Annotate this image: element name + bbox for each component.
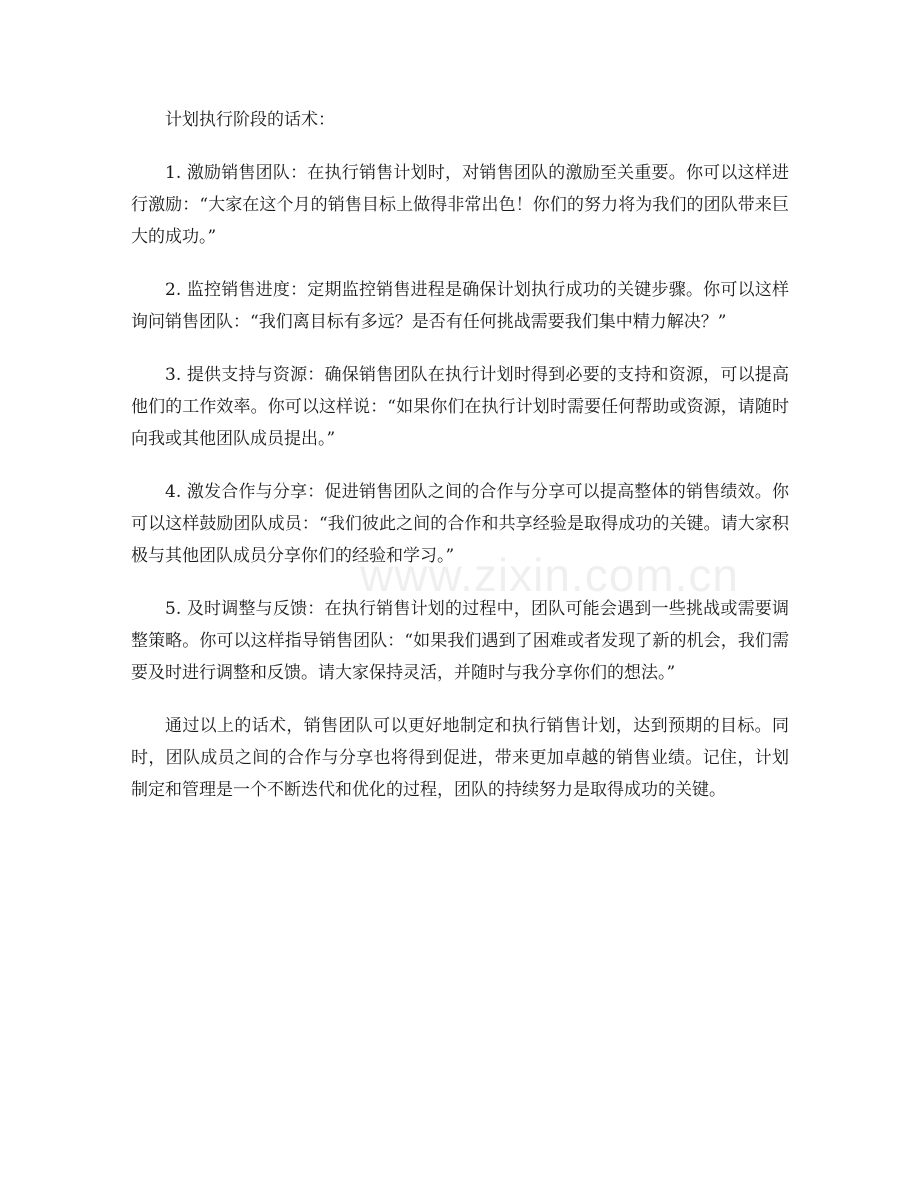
- paragraph-encourage-cooperation: 4. 激发合作与分享：促进销售团队之间的合作与分享可以提高整体的销售绩效。你可以这样鼓励团队成员：“我们彼此之间的合作和共享经验是取得成功的关键。请大家积极与其他团队成员分享你们的经验和学习。”: [131, 482, 789, 566]
- section-heading: 计划执行阶段的话术：: [165, 110, 335, 130]
- paragraph-adjust-feedback: 5. 及时调整与反馈：在执行销售计划的过程中，团队可能会遇到一些挑战或需要调整策略。你可以这样指导销售团队：“如果我们遇到了困难或者发现了新的机会，我们需要及时进行调整和反馈。请大家保持灵活，并随时与我分享你们的想法。”: [131, 599, 789, 683]
- watermark: www.zixin.com.cn: [360, 549, 739, 601]
- paragraph-conclusion: 通过以上的话术，销售团队可以更好地制定和执行销售计划，达到预期的目标。同时，团队成员之间的合作与分享也将得到促进，带来更加卓越的销售业绩。记住，计划制定和管理是一个不断迭代和优化的过程，团队的持续努力是取得成功的关键。: [131, 716, 789, 800]
- paragraph-provide-support: 3. 提供支持与资源：确保销售团队在执行计划时得到必要的支持和资源，可以提高他们的工作效率。你可以这样说：“如果你们在执行计划时需要任何帮助或资源，请随时向我或其他团队成员提出。”: [131, 365, 789, 449]
- paragraph-motivate-team: 1. 激励销售团队：在执行销售计划时，对销售团队的激励至关重要。你可以这样进行激励：“大家在这个月的销售目标上做得非常出色！你们的努力将为我们的团队带来巨大的成功。”: [131, 163, 789, 247]
- paragraph-monitor-progress: 2. 监控销售进度：定期监控销售进程是确保计划执行成功的关键步骤。你可以这样询问销售团队：“我们离目标有多远？是否有任何挑战需要我们集中精力解决？”: [131, 280, 789, 332]
- document-body: [131, 104, 789, 827]
